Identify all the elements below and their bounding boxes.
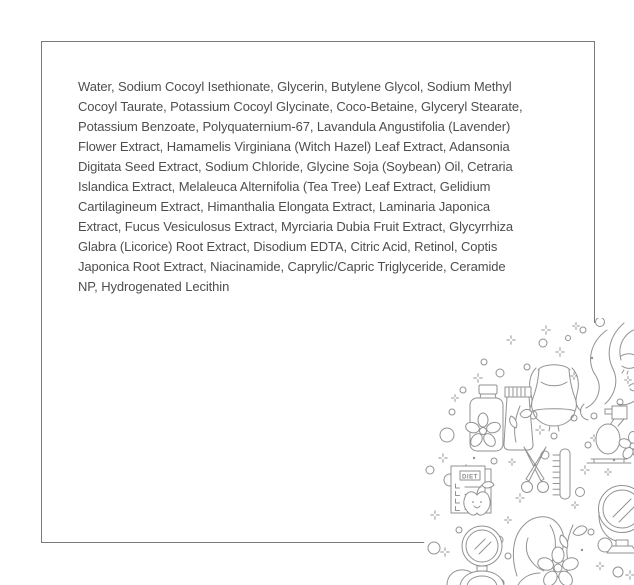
ingredients-line: Digitata Seed Extract, Sodium Chloride, Glycine Soja (Soybean) Oil, Cetraria [78, 159, 513, 174]
compact-mirror-icon [460, 526, 504, 585]
ingredients-line: Japonica Root Extract, Niacinamide, Caprylic/Capric Triglyceride, Ceramide [78, 259, 506, 274]
cream-tube-icon [504, 387, 533, 450]
ingredients-line: Cocoyl Taurate, Potassium Cocoyl Glycinate, Coco-Betaine, Glyceryl Stearate, [78, 99, 523, 114]
ingredients-line: NP, Hydrogenated Lecithin [78, 279, 230, 294]
ingredients-line: Extract, Fucus Vesiculosus Extract, Myrciaria Dubia Fruit Extract, Glycyrrhiza [78, 219, 514, 234]
ingredients-line: Water, Sodium Cocoyl Isethionate, Glycerin, Butylene Glycol, Sodium Methyl [78, 79, 512, 94]
vanity-mirror-icon [599, 486, 634, 554]
beauty-illustration [424, 318, 634, 585]
ingredients-text [78, 77, 578, 297]
scissors-icon [522, 447, 549, 493]
ingredients-line: Flower Extract, Hamamelis Virginiana (Witch Hazel) Leaf Extract, Adansonia [78, 139, 510, 154]
ingredients-line: Potassium Benzoate, Polyquaternium-67, Lavandula Angustifolia (Lavender) [78, 119, 511, 134]
ingredients-line: Islandica Extract, Melaleuca Alternifolia (Tea Tree) Leaf Extract, Gelidium [78, 179, 491, 194]
ingredients-line: Cartilagineum Extract, Himanthalia Elongata Extract, Laminaria Japonica [78, 199, 490, 214]
bubble-decorations [426, 318, 623, 585]
flower-icon [536, 547, 580, 585]
comb-icon [553, 449, 570, 499]
ingredients-line: Glabra (Licorice) Root Extract, Disodium EDTA, Citric Acid, Retinol, Coptis [78, 239, 498, 254]
woman-face-icon [581, 323, 634, 420]
diet-label: DIET [461, 474, 479, 481]
